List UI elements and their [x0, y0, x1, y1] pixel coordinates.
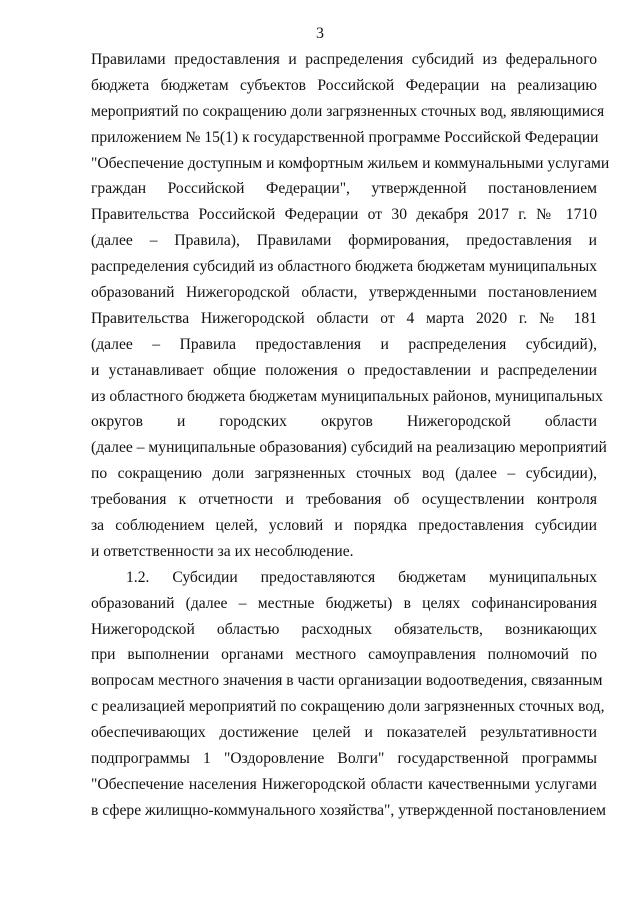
- page-number: 3: [316, 25, 324, 42]
- text-line: образований (далее – местные бюджеты) в целях софинансирования: [91, 594, 597, 612]
- text-line: бюджета бюджетам субъектов Российской Федерации на реализацию: [91, 76, 597, 94]
- text-line: (далее – Правила предоставления и распределения субсидий),: [91, 335, 597, 353]
- text-line: по сокращению доли загрязненных сточных вод (далее – субсидии),: [91, 465, 597, 483]
- text-line: округов и городских округов Нижегородской области: [91, 413, 597, 431]
- text-line: граждан Российской Федерации", утвержденной постановлением: [91, 180, 597, 198]
- text-line: из областного бюджета бюджетам муниципальных районов, муниципальных: [91, 387, 603, 405]
- text-line: подпрограммы 1 "Оздоровление Волги" государственной программы: [91, 750, 597, 768]
- text-line: Правилами предоставления и распределения субсидий из федерального: [91, 51, 597, 68]
- text-line: вопросам местного значения в части организации водоотведения, связанным: [91, 672, 603, 690]
- text-line: Правительства Российской Федерации от 30 декабря 2017 г. № 1710: [91, 206, 597, 224]
- text-line: распределения субсидий из областного бюджета бюджетам муниципальных: [91, 258, 597, 276]
- document-body: [91, 47, 610, 824]
- text-line: (далее – муниципальные образования) субсидий на реализацию мероприятий: [91, 439, 607, 457]
- text-line: Правительства Нижегородской области от 4 марта 2020 г. № 181: [91, 309, 597, 327]
- text-line: с реализацией мероприятий по сокращению доли загрязненных сточных вод,: [91, 698, 605, 716]
- text-line: "Обеспечение доступным и комфортным жильем и коммунальными услугами: [91, 154, 610, 172]
- text-line: "Обеспечение населения Нижегородской области качественными услугами: [91, 775, 597, 793]
- text-line: требования к отчетности и требования об осуществлении контроля: [91, 491, 597, 509]
- text-line: при выполнении органами местного самоуправления полномочий по: [91, 646, 597, 664]
- text-line: приложением № 15(1) к государственной программе Российской Федерации: [91, 128, 599, 146]
- text-line: мероприятий по сокращению доли загрязненных сточных вод, являющимися: [91, 102, 605, 120]
- text-line: обеспечивающих достижение целей и показателей результативности: [91, 724, 597, 742]
- text-line: и ответственности за их несоблюдение.: [91, 542, 354, 560]
- text-line: и устанавливает общие положения о предоставлении и распределении: [91, 361, 597, 379]
- text-line: Нижегородской областью расходных обязательств, возникающих: [91, 620, 597, 638]
- text-line: (далее – Правила), Правилами формирования, предоставления и: [91, 232, 597, 250]
- text-line: образований Нижегородской области, утвержденными постановлением: [91, 284, 597, 302]
- text-line: за соблюдением целей, условий и порядка предоставления субсидии: [91, 517, 597, 535]
- paragraph-start-line: 1.2. Субсидии предоставляются бюджетам муниципальных: [126, 568, 597, 586]
- text-line: в сфере жилищно-коммунального хозяйства", утвержденной постановлением: [91, 801, 607, 819]
